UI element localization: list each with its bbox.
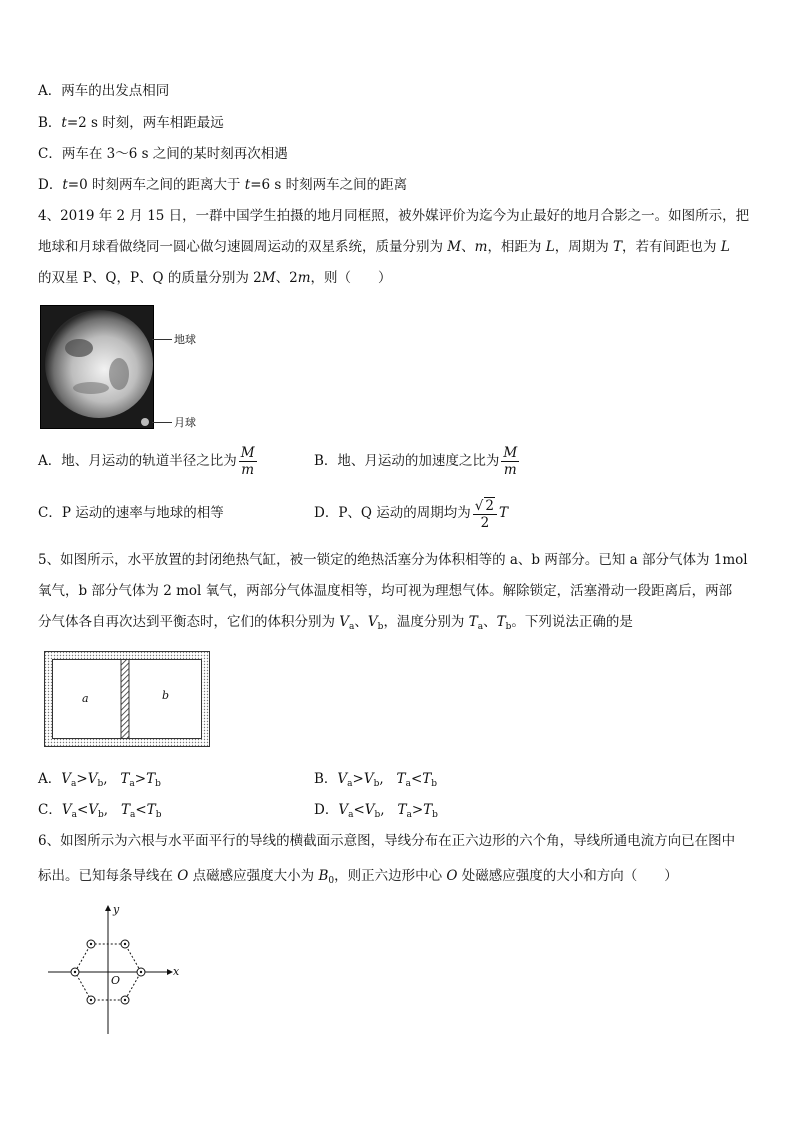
q4-option-d-text: D．P、Q 运动的周期均为: [314, 505, 471, 521]
q3-option-d-prefix: D．: [38, 177, 63, 193]
var-T: T: [146, 802, 156, 818]
q4-text: 的双星 P、Q，P、Q 的质量分别为 2: [38, 270, 262, 286]
q5-text: 、: [354, 614, 368, 630]
var-L: L: [720, 239, 730, 255]
piston: [121, 660, 129, 739]
q4-text: 地球和月球看做绕同一圆心做匀速圆周运动的双星系统，质量分别为: [38, 239, 448, 255]
y-axis-label: y: [113, 903, 120, 916]
q4-text: ，则（ ）: [310, 270, 392, 286]
var-T: T: [613, 239, 623, 255]
q5-option-prefix: D．: [314, 802, 339, 818]
q4-option-b: [314, 443, 521, 479]
moon-pointer: [152, 422, 172, 423]
wire-current-out: [87, 996, 95, 1004]
var-L: L: [545, 239, 555, 255]
sub-b: b: [431, 779, 438, 789]
origin-label: O: [111, 974, 121, 987]
var-T: T: [422, 771, 432, 787]
sub-a: a: [129, 779, 135, 789]
fraction-sqrt2-over-2: [473, 497, 497, 531]
q4-text: 、: [461, 239, 475, 255]
chamber-b-label: b: [162, 689, 170, 702]
q5-option-prefix: A．: [38, 771, 62, 787]
var-m: m: [297, 270, 311, 286]
lt-sign: <: [410, 771, 423, 787]
x-axis-label: x: [173, 965, 180, 978]
sub-b: b: [432, 810, 438, 820]
q4-text: 、2: [275, 270, 298, 286]
numerator: M: [240, 445, 255, 461]
gt-sign: >: [352, 771, 364, 787]
sub-a: a: [349, 622, 355, 632]
sub-b: b: [377, 622, 384, 632]
var-O: O: [177, 868, 189, 884]
sub-a: a: [405, 779, 411, 789]
sub-a: a: [406, 810, 412, 820]
sqrt-radicand: 2: [485, 497, 494, 514]
wire-current-out: [137, 968, 145, 976]
var-t: t: [244, 177, 251, 193]
sub-a: a: [347, 779, 353, 789]
denominator: m: [503, 462, 517, 478]
q3-option-b-prefix: B．: [38, 115, 62, 131]
earth-moon-photo: [40, 305, 154, 429]
q4-text: ，周期为: [554, 239, 613, 255]
wire-current-out: [121, 996, 129, 1004]
sub-b: b: [374, 810, 381, 820]
q5-stem-line3: [38, 613, 633, 636]
q3-option-b: [38, 114, 224, 132]
var-V: V: [87, 771, 98, 787]
q4-option-a: [38, 443, 259, 479]
earth-disk: [45, 310, 153, 418]
sub-a: a: [477, 622, 484, 632]
gt-sign: >: [411, 802, 424, 818]
var-M: M: [447, 239, 462, 255]
var-T: T: [120, 771, 130, 787]
numerator: √ 2: [473, 497, 497, 515]
hexagon-wires-diagram: [44, 900, 184, 1036]
moon-dot: [141, 418, 149, 426]
q6-text: 处磁感应强度的大小和方向（ ）: [457, 868, 678, 884]
var-T: T: [120, 802, 130, 818]
sub-a: a: [129, 810, 136, 820]
q5-stem-line2: 氧气，b 部分气体为 2 mol 氧气，两部分气体温度相等，均可视为理想气体。解除锁定，活塞滑动一段距离后，两部: [38, 583, 733, 599]
var-V: V: [339, 614, 350, 630]
var-V: V: [61, 771, 71, 787]
var-V: V: [363, 771, 374, 787]
sub-b: b: [155, 779, 161, 789]
sub-a: a: [71, 810, 77, 820]
var-T: T: [396, 771, 406, 787]
var-m: m: [474, 239, 488, 255]
q6-text: ，则正六边形中心: [334, 868, 447, 884]
var-T: T: [496, 614, 506, 630]
q5-text: ，温度分别为: [383, 614, 469, 630]
q4-text: ，若有间距也为: [622, 239, 721, 255]
numerator: M: [503, 445, 518, 461]
q3-option-d: [38, 176, 407, 194]
var-T: T: [468, 614, 478, 630]
sub-b: b: [373, 779, 380, 789]
q4-option-d: [314, 495, 508, 531]
denominator: 2: [480, 514, 490, 531]
q4-option-a-text: A．地、月运动的轨道半径之比为: [38, 453, 237, 469]
var-t: t: [61, 115, 67, 131]
var-V: V: [88, 802, 99, 818]
q5-option-a: A．$V_a>V_b$, $T_a>T_b$: [38, 771, 161, 789]
fraction-M-over-m: [501, 445, 519, 478]
q6-stem-line2: [38, 867, 678, 890]
chamber-a-label: a: [82, 692, 89, 705]
cylinder-diagram: [44, 651, 210, 747]
earth-label: 地球: [174, 333, 196, 346]
denominator: m: [241, 462, 255, 478]
sub-b: b: [155, 810, 162, 820]
var-T: T: [423, 802, 433, 818]
var-V: V: [337, 771, 348, 787]
q3-option-d-text: =6 s 时刻两车之间的距离: [250, 177, 408, 193]
var-T: T: [146, 771, 156, 787]
moon-label: 月球: [174, 416, 196, 429]
q4-text: ，相距为: [487, 239, 546, 255]
wire-current-out: [121, 940, 129, 948]
q6-text: 点磁感应强度大小为: [188, 868, 319, 884]
q5-stem-line1: 5、如图所示，水平放置的封闭绝热气缸，被一锁定的绝热活塞分为体积相等的 a、b 两部分。已知 a 部分气体为 1mol: [38, 552, 748, 568]
sub-b: b: [505, 622, 512, 632]
var-V: V: [61, 802, 72, 818]
q5-option-b: B．$V_a>V_b$, $T_a<T_b$: [314, 771, 438, 789]
var-V: V: [367, 614, 378, 630]
q3-option-d-mid: =0 时刻两车之间的距离大于: [67, 177, 245, 193]
q3-option-b-text: =2 s 时刻，两车相距最远: [66, 115, 224, 131]
q5-option-d: D．$V_a<V_b$, $T_a>T_b$: [314, 802, 438, 820]
q6-text: 标出。已知每条导线在: [38, 868, 178, 884]
sub-b: b: [98, 810, 104, 820]
fraction-M-over-m: [239, 445, 257, 478]
q5-option-prefix: B．: [314, 771, 338, 787]
q5-text: 。下列说法正确的是: [511, 614, 633, 630]
q5-text: 分气体各自再次达到平衡态时，它们的体积分别为: [38, 614, 340, 630]
q6-stem-line1: 6、如图所示为六根与水平面平行的导线的横截面示意图，导线分布在正六边形的六个角，导线所通电流方向已在图中: [38, 833, 736, 849]
var-V: V: [338, 802, 349, 818]
sub-a: a: [348, 810, 354, 820]
lt-sign: <: [135, 802, 147, 818]
sub-0: 0: [328, 876, 335, 886]
q5-text: 、: [483, 614, 497, 630]
q4-stem-line1: 4、2019 年 2 月 15 日，一群中国学生拍摄的地月同框照，被外媒评价为迄今为止最好的地月合影之一。如图所示，把: [38, 208, 750, 224]
q3-option-c: C．两车在 3～6 s 之间的某时刻再次相遇: [38, 146, 288, 162]
q4-option-b-text: B．地、月运动的加速度之比为: [314, 453, 500, 469]
var-O: O: [446, 868, 458, 884]
q4-option-c: C．P 运动的速率与地球的相等: [38, 505, 224, 521]
q4-stem-line3: [38, 269, 392, 287]
sub-b: b: [97, 779, 104, 789]
q3-option-a: A．两车的出发点相同: [38, 83, 170, 99]
wire-current-out: [87, 940, 95, 948]
var-T: T: [397, 802, 407, 818]
var-t: t: [62, 177, 68, 193]
q5-option-prefix: C．: [38, 802, 62, 818]
lt-sign: <: [353, 802, 365, 818]
var-B: B: [318, 868, 329, 884]
wire-current-out: [71, 968, 79, 976]
gt-sign: >: [76, 771, 88, 787]
gt-sign: >: [134, 771, 147, 787]
earth-pointer: [152, 339, 172, 340]
earth-moon-photo-image: [41, 306, 153, 428]
var-V: V: [364, 802, 375, 818]
q5-option-c: C．$V_a<V_b$, $T_a<T_b$: [38, 802, 162, 820]
var-T: T: [498, 505, 508, 521]
sub-a: a: [71, 779, 77, 789]
lt-sign: <: [76, 802, 89, 818]
q4-stem-line2: [38, 238, 730, 256]
var-M: M: [261, 270, 276, 286]
